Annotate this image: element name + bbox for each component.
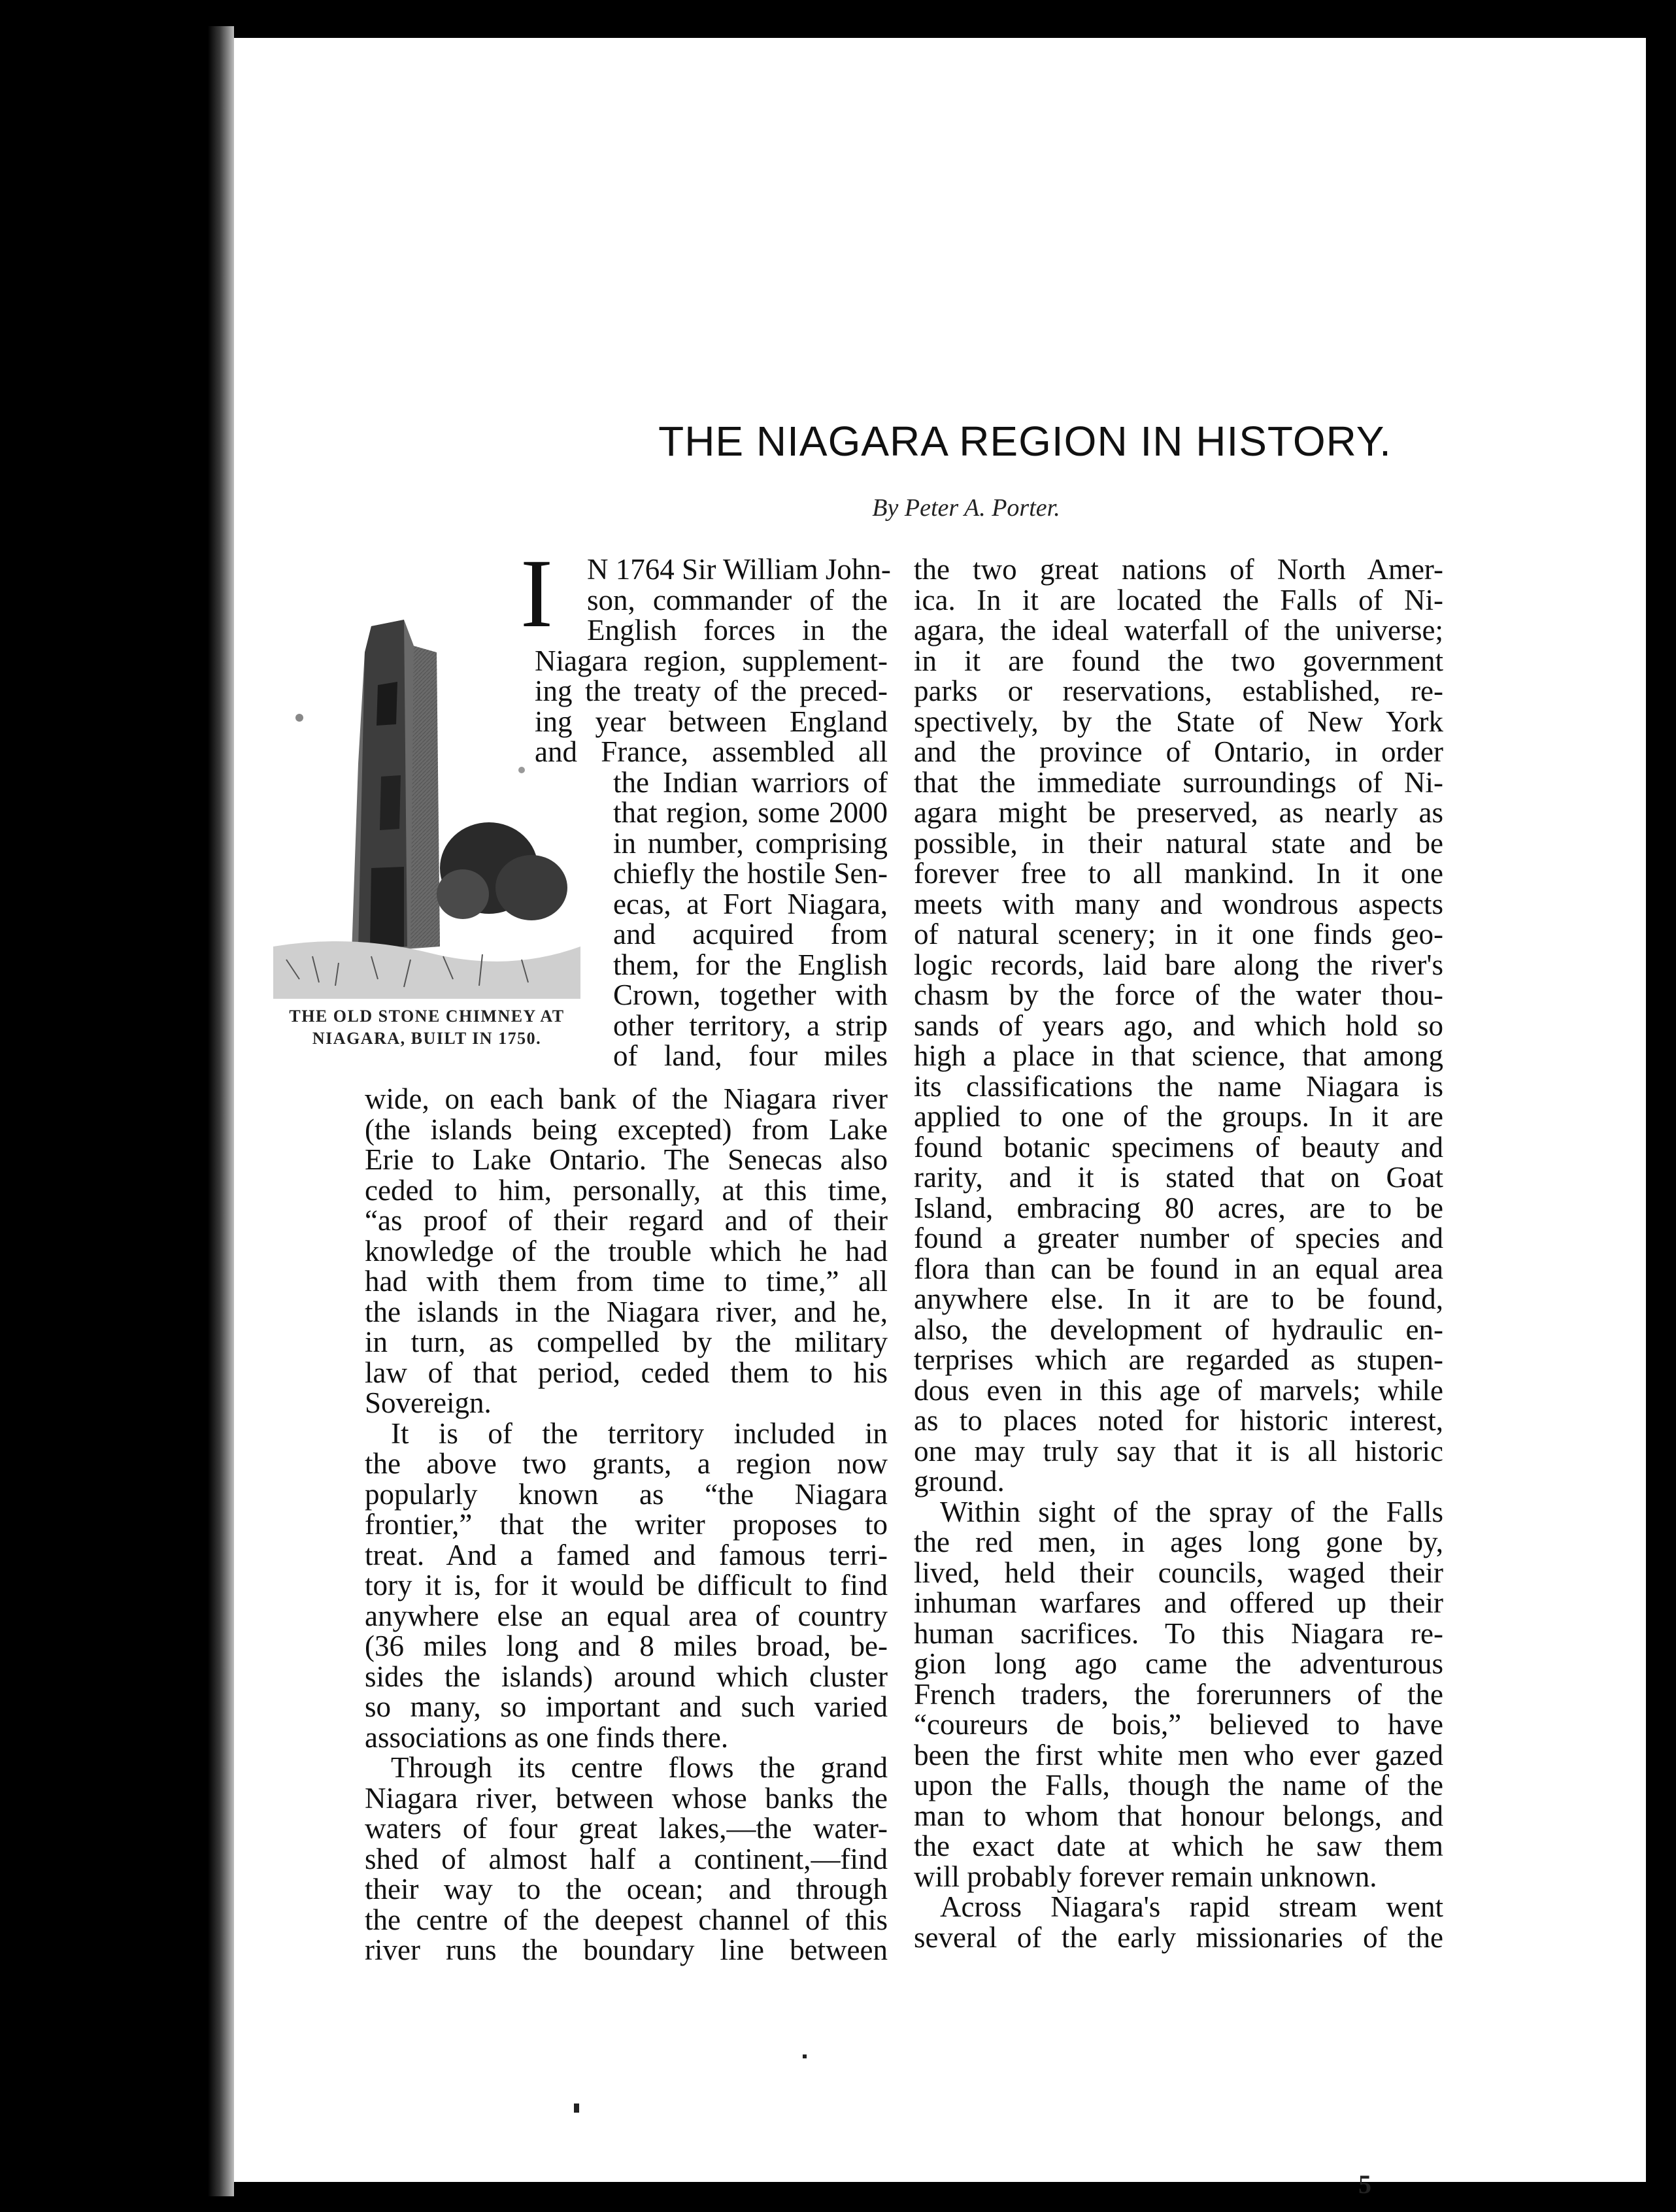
text-line: other territory, a strip (613, 1009, 888, 1042)
text-line: N 1764 Sir William John- (587, 553, 891, 586)
left-column-body-text (365, 1084, 888, 1966)
text-line: in it are found the two government (914, 644, 1443, 677)
text-line: found a greater number of species and (914, 1222, 1443, 1254)
text-line: “as proof of their regard and of their (365, 1204, 888, 1237)
text-line: ing the treaty of the preced- (535, 675, 888, 707)
text-line: law of that period, ceded them to his (365, 1356, 888, 1389)
text-line: (36 miles long and 8 miles broad, be- (365, 1630, 888, 1662)
text-line: inhuman warfares and offered up their (914, 1586, 1443, 1619)
right-column-body-text (914, 554, 1443, 1952)
text-line: also, the development of hydraulic en- (914, 1313, 1443, 1346)
text-line: as to places noted for historic interest, (914, 1404, 1443, 1437)
scan-speck (574, 2103, 579, 2113)
text-line: Niagara region, supplement- (535, 644, 888, 677)
text-line: that the immediate surroundings of Ni- (914, 765, 1443, 799)
text-line: upon the Falls, though the name of the (914, 1769, 1443, 1801)
text-line: ceded to him, personally, at this time, (365, 1173, 888, 1207)
text-line: treat. And a famed and famous terri- (365, 1538, 888, 1571)
text-line: been the first white men who ever gazed (914, 1738, 1443, 1771)
text-line: agara might be preserved, as nearly as (914, 796, 1443, 829)
caption-line: THE OLD STONE CHIMNEY AT (289, 1007, 565, 1026)
text-line: lived, held their councils, waged their (914, 1556, 1443, 1589)
text-line: Island, embracing 80 acres, are to be (914, 1191, 1443, 1224)
text-line: parks or reservations, established, re- (914, 675, 1443, 707)
text-line: sides the islands) around which cluster (365, 1660, 888, 1693)
text-line: so many, so important and such varied (365, 1690, 888, 1723)
text-line: associations as one finds there. (365, 1720, 729, 1754)
text-line: shed of almost half a continent,—find (365, 1842, 888, 1875)
text-line: chiefly the hostile Sen- (613, 857, 888, 890)
text-line: had with them from time to time,” all (365, 1265, 888, 1298)
text-line: French traders, the forerunners of the (914, 1677, 1443, 1711)
left-column-wrap-text (234, 539, 891, 1072)
text-line: ica. In it are located the Falls of Ni- (914, 583, 1443, 616)
text-line: the Indian warriors of (613, 765, 888, 799)
text-line: ecas, at Fort Niagara, (613, 887, 888, 920)
text-line: Erie to Lake Ontario. The Senecas also (365, 1143, 888, 1176)
book-gutter-shadow (208, 26, 234, 2196)
text-line: knowledge of the trouble which he had (365, 1234, 888, 1267)
text-line: the above two grants, a region now (365, 1447, 888, 1480)
text-line: the red men, in ages long gone by, (914, 1526, 1443, 1558)
text-line: gion long ago came the adventurous (914, 1647, 1443, 1680)
text-line: rarity, and it is stated that on Goat (914, 1161, 1443, 1194)
text-line: tory it is, for it would be difficult to find (365, 1569, 888, 1601)
text-line: of land, four miles (613, 1039, 888, 1072)
text-line: Within sight of the spray of the Falls (940, 1495, 1443, 1528)
scan-speck (803, 2054, 807, 2058)
text-line: the centre of the deepest channel of this (365, 1903, 888, 1936)
text-line: and the province of Ontario, in order (914, 735, 1443, 768)
text-line: river runs the boundary line between (365, 1934, 888, 1966)
text-line: wide, on each bank of the Niagara river (365, 1082, 888, 1115)
text-line: English forces in the (587, 614, 888, 646)
text-line: will probably forever remain unknown. (914, 1860, 1377, 1893)
text-line: in turn, as compelled by the military (365, 1326, 888, 1358)
text-line: frontier,” that the writer proposes to (365, 1508, 888, 1541)
text-line: man to whom that honour belongs, and (914, 1799, 1443, 1832)
text-line: terprises which are regarded as stupen- (914, 1343, 1443, 1376)
text-line: Through its centre flows the grand (391, 1751, 888, 1784)
text-line: its classifications the name Niagara is (914, 1069, 1443, 1103)
book-page (234, 38, 1646, 2199)
text-line: Across Niagara's rapid stream went (940, 1890, 1443, 1923)
text-line: Sovereign. (365, 1386, 492, 1419)
text-line: popularly known as “the Niagara (365, 1477, 888, 1511)
text-line: found botanic specimens of beauty and (914, 1130, 1443, 1164)
text-line: them, for the English (613, 948, 888, 981)
text-line: ing year between England (535, 705, 888, 738)
text-line: the islands in the Niagara river, and he, (365, 1295, 888, 1328)
text-line: one may truly say that it is all historic (914, 1434, 1443, 1467)
text-line: sands of years ago, and which hold so (914, 1009, 1443, 1042)
drop-cap: I (520, 539, 553, 648)
text-line: the exact date at which he saw them (914, 1830, 1443, 1862)
text-line: in number, comprising (613, 826, 888, 860)
text-line: and acquired from (613, 918, 888, 950)
text-line: anywhere else an equal area of country (365, 1599, 888, 1632)
scan-border-left (0, 0, 208, 2212)
article-byline: By Peter A. Porter. (872, 494, 1060, 522)
text-line: several of the early missionaries of the (914, 1920, 1443, 1954)
text-line: spectively, by the State of New York (914, 705, 1443, 738)
text-line: forever free to all mankind. In it one (914, 857, 1443, 890)
text-line: their way to the ocean; and through (365, 1873, 888, 1905)
text-line: Crown, together with (613, 979, 888, 1011)
text-line: high a place in that science, that among (914, 1039, 1443, 1072)
text-line: that region, some 2000 (613, 796, 888, 829)
text-line: logic records, laid bare along the river's (914, 948, 1443, 981)
page-number: 5 (1358, 2170, 1371, 2199)
text-line: possible, in their natural state and be (914, 826, 1443, 860)
text-line: anywhere else. In it are to be found, (914, 1282, 1443, 1315)
text-line: ground. (914, 1465, 1005, 1498)
text-line: son, commander of the (587, 583, 888, 616)
text-line: the two great nations of North Amer- (914, 553, 1443, 586)
text-line: chasm by the force of the water thou- (914, 979, 1443, 1011)
text-line: human sacrifices. To this Niagara re- (914, 1617, 1443, 1650)
text-line: waters of four great lakes,—the water- (365, 1812, 888, 1845)
text-line: and France, assembled all (535, 735, 888, 768)
text-line: meets with many and wondrous aspects (914, 887, 1443, 920)
text-line: applied to one of the groups. In it are (914, 1100, 1443, 1133)
article-title: THE NIAGARA REGION IN HISTORY. (658, 418, 1392, 465)
text-line: dous even in this age of marvels; while (914, 1373, 1443, 1407)
text-line: flora than can be found in an equal area (914, 1252, 1443, 1285)
text-line: “coureurs de bois,” believed to have (914, 1708, 1443, 1741)
text-line: (the islands being excepted) from Lake (365, 1113, 888, 1146)
text-line: It is of the territory included in (391, 1416, 888, 1450)
text-line: Niagara river, between whose banks the (365, 1781, 888, 1815)
text-line: of natural scenery; in it one finds geo- (914, 918, 1443, 950)
text-line: agara, the ideal waterfall of the universe; (914, 614, 1443, 646)
caption-line: NIAGARA, BUILT IN 1750. (312, 1029, 542, 1048)
